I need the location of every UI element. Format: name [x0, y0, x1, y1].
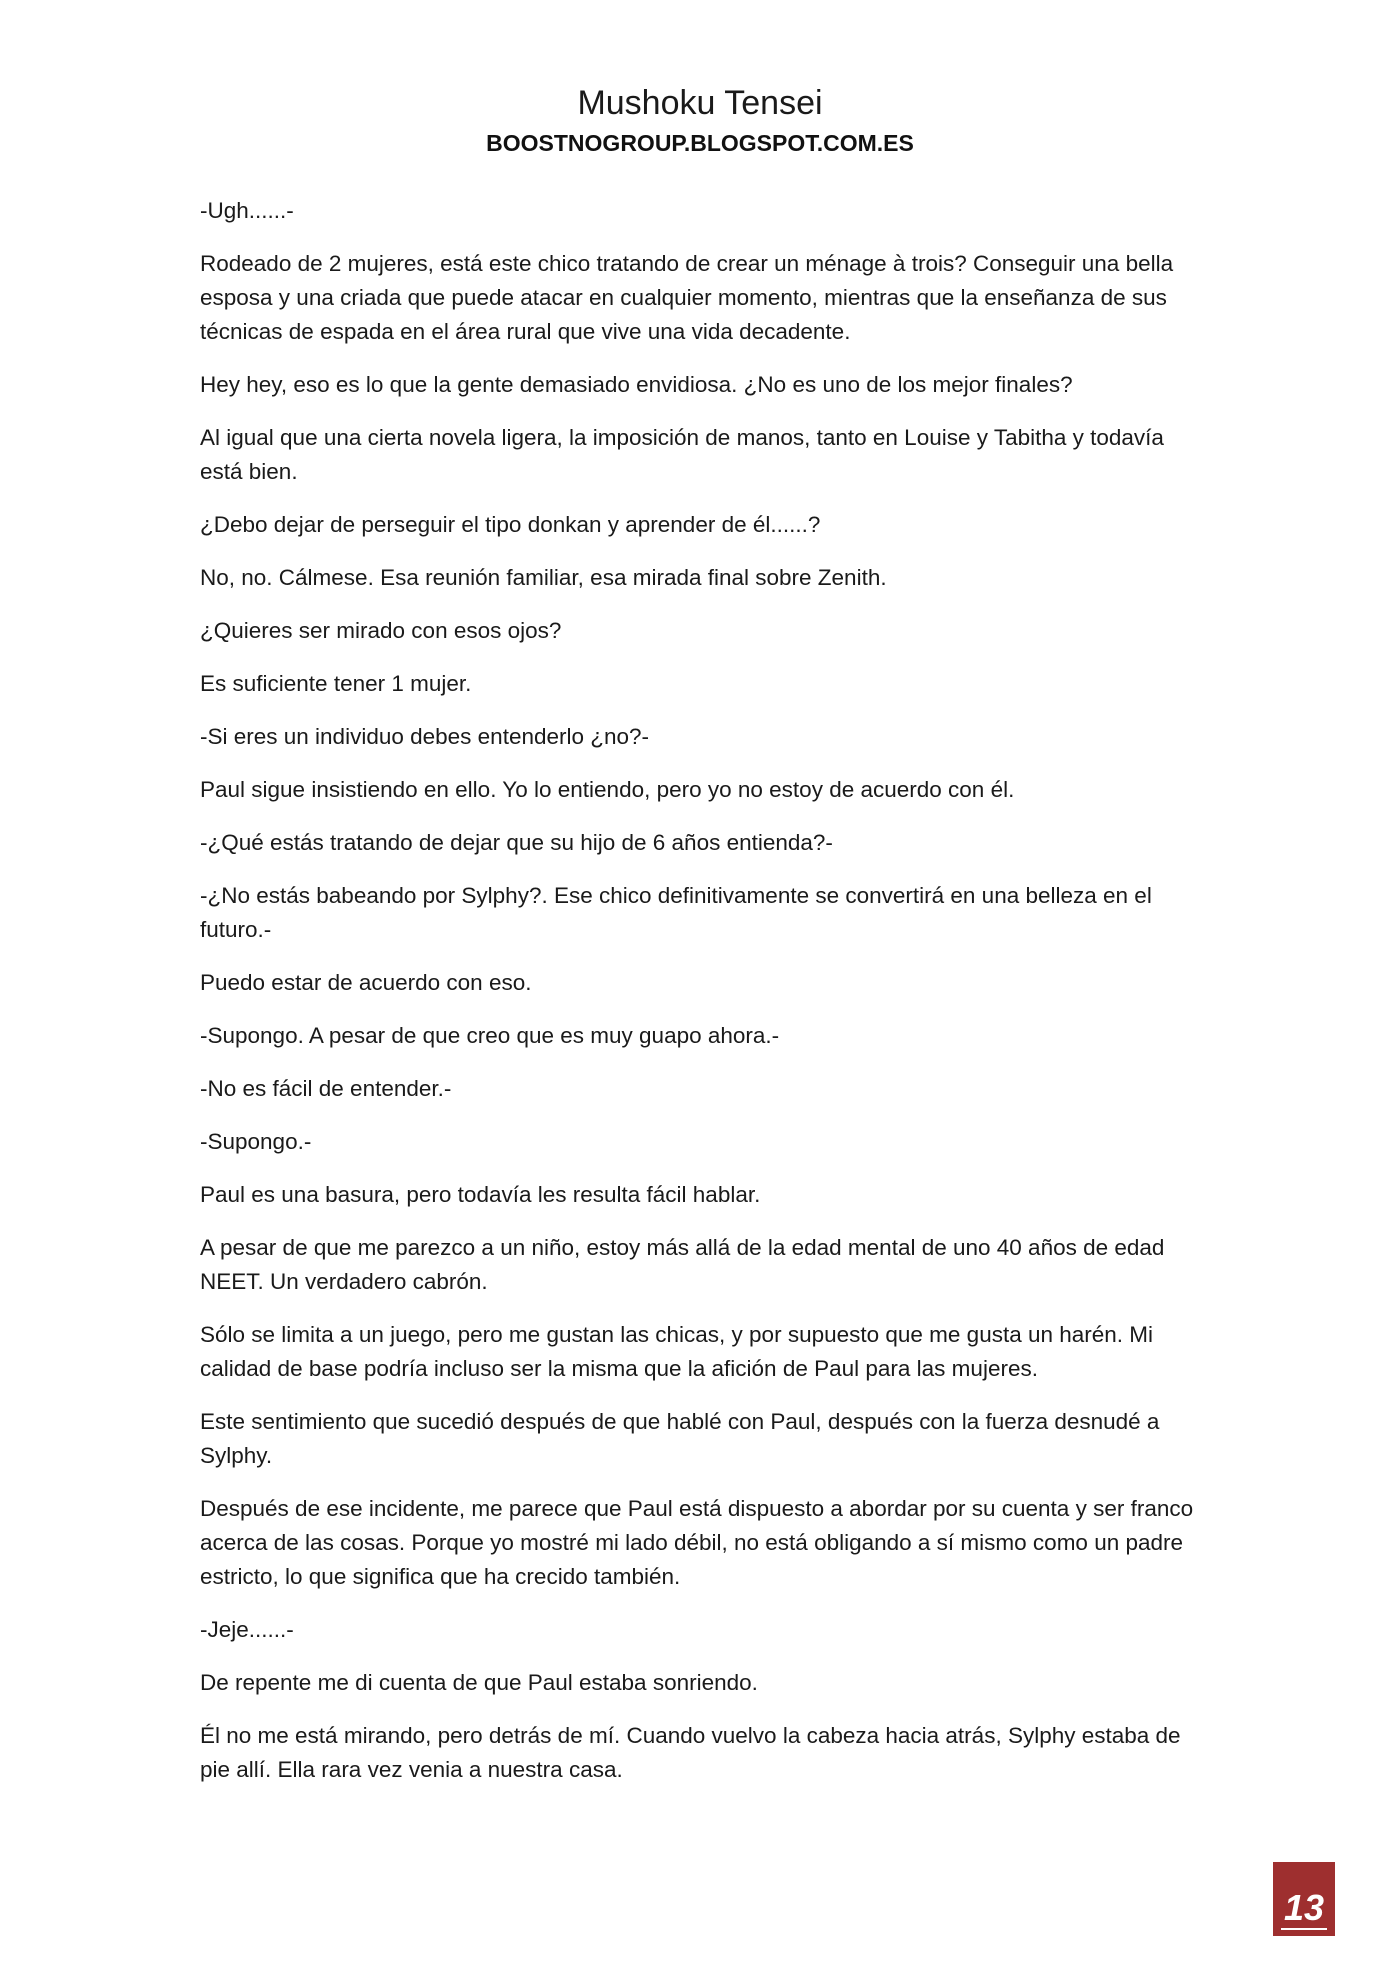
paragraph: -Ugh......-: [200, 198, 294, 223]
paragraph: -¿No estás babeando por Sylphy?. Ese chico definitivamente se convertirá en una belleza en el futuro.-: [200, 883, 1152, 942]
paragraph: -¿Qué estás tratando de dejar que su hijo de 6 años entienda?-: [200, 830, 833, 855]
paragraph: No, no. Cálmese. Esa reunión familiar, esa mirada final sobre Zenith.: [200, 565, 887, 590]
paragraph: -Jeje......-: [200, 1617, 294, 1642]
paragraph: Hey hey, eso es lo que la gente demasiado envidiosa. ¿No es uno de los mejor finales?: [200, 372, 1073, 397]
paragraph: Es suficiente tener 1 mujer.: [200, 671, 472, 696]
paragraph: Él no me está mirando, pero detrás de mí. Cuando vuelvo la cabeza hacia atrás, Sylphy estaba de pie allí. Ella rara vez venia a nuestra casa.: [200, 1723, 1181, 1782]
paragraph: ¿Quieres ser mirado con esos ojos?: [200, 618, 562, 643]
page-number: 13: [1283, 1887, 1325, 1928]
paragraph: Al igual que una cierta novela ligera, la imposición de manos, tanto en Louise y Tabitha y todavía está bien.: [200, 425, 1164, 484]
page-header: [0, 82, 1400, 158]
paragraph: Paul es una basura, pero todavía les resulta fácil hablar.: [200, 1182, 761, 1207]
paragraph: Paul sigue insistiendo en ello. Yo lo entiendo, pero yo no estoy de acuerdo con él.: [200, 777, 1015, 802]
paragraph: A pesar de que me parezco a un niño, estoy más allá de la edad mental de uno 40 años de edad NEET. Un verdadero cabrón.: [200, 1235, 1165, 1294]
page-number-underline: [1281, 1928, 1327, 1930]
paragraph: -Si eres un individuo debes entenderlo ¿no?-: [200, 724, 650, 749]
paragraph: -Supongo.-: [200, 1129, 312, 1154]
page-title: Mushoku Tensei: [577, 84, 823, 122]
body-text: [200, 194, 1200, 1806]
paragraph: Después de ese incidente, me parece que Paul está dispuesto a abordar por su cuenta y ser franco acerca de las cosas. Porque yo mostré mi lado débil, no está obligando a sí mismo como un padre estricto, lo que significa que ha crecido también.: [200, 1496, 1194, 1589]
paragraph: -No es fácil de entender.-: [200, 1076, 452, 1101]
paragraph: Rodeado de 2 mujeres, está este chico tratando de crear un ménage à trois? Conseguir una bella esposa y una criada que puede atacar en cualquier momento, mientras que la enseñanza de sus técnicas de espada en el área rural que vive una vida decadente.: [200, 251, 1174, 344]
paragraph: Este sentimiento que sucedió después de que hablé con Paul, después con la fuerza desnudé a Sylphy.: [200, 1409, 1160, 1468]
page-number-badge: [1273, 1862, 1335, 1936]
paragraph: -Supongo. A pesar de que creo que es muy guapo ahora.-: [200, 1023, 780, 1048]
page-subtitle: BOOSTNOGROUP.BLOGSPOT.COM.ES: [486, 130, 914, 156]
paragraph: ¿Debo dejar de perseguir el tipo donkan y aprender de él......?: [200, 512, 821, 537]
paragraph: De repente me di cuenta de que Paul estaba sonriendo.: [200, 1670, 758, 1695]
paragraph: Puedo estar de acuerdo con eso.: [200, 970, 532, 995]
paragraph: Sólo se limita a un juego, pero me gustan las chicas, y por supuesto que me gusta un harén. Mi calidad de base podría incluso ser la misma que la afición de Paul para las mujeres.: [200, 1322, 1154, 1381]
